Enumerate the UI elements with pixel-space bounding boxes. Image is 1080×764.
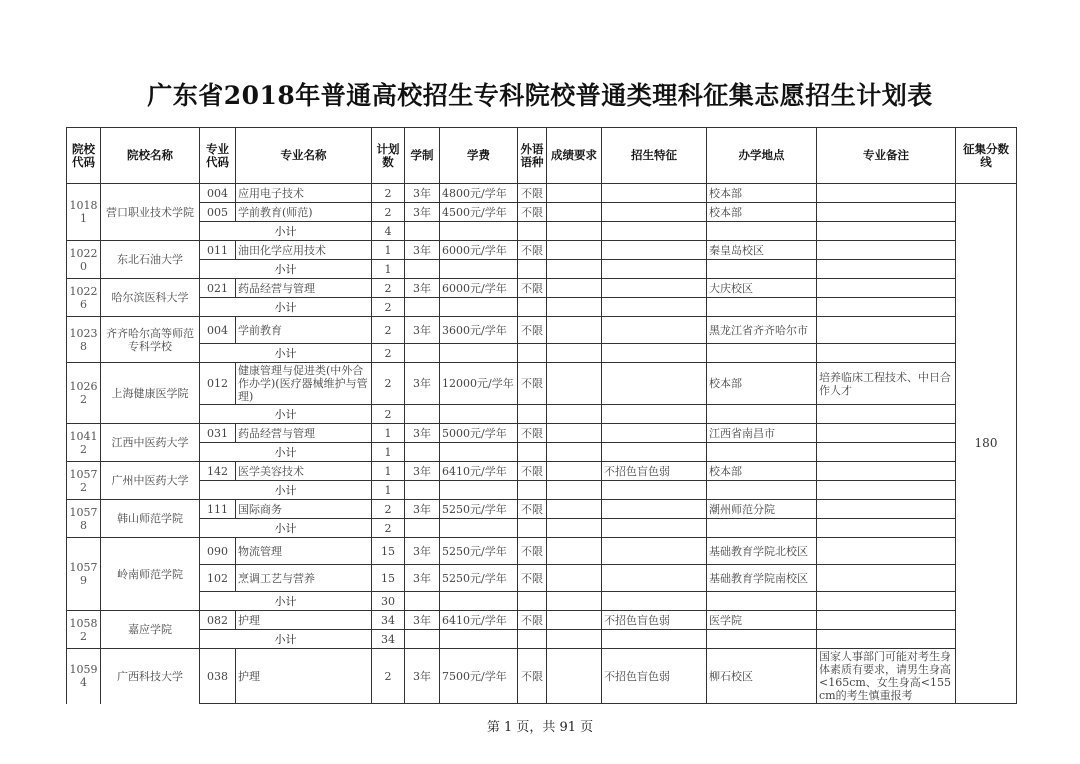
plan-count: 2 xyxy=(372,279,405,298)
empty-cell xyxy=(440,222,518,241)
empty-cell xyxy=(518,443,547,462)
major-note xyxy=(817,565,956,592)
empty-cell xyxy=(817,260,956,279)
tuition-fee: 5250元/学年 xyxy=(440,565,518,592)
empty-cell xyxy=(707,260,817,279)
study-years: 3年 xyxy=(405,203,440,222)
subtotal-label: 小计 xyxy=(200,260,372,279)
major-code: 004 xyxy=(200,184,236,203)
tuition-fee: 6000元/学年 xyxy=(440,241,518,260)
study-years: 3年 xyxy=(405,317,440,344)
empty-cell xyxy=(405,443,440,462)
empty-cell xyxy=(405,405,440,424)
empty-cell xyxy=(518,222,547,241)
subtotal-row xyxy=(67,344,1017,363)
subtotal-row xyxy=(67,481,1017,500)
foreign-language: 不限 xyxy=(518,241,547,260)
subtotal-label: 小计 xyxy=(200,405,372,424)
column-header: 学制 xyxy=(405,128,440,184)
tuition-fee: 6410元/学年 xyxy=(440,462,518,481)
subtotal-value: 2 xyxy=(372,344,405,363)
major-name: 护理 xyxy=(236,649,372,704)
tuition-fee: 5250元/学年 xyxy=(440,538,518,565)
empty-cell xyxy=(518,592,547,611)
subtotal-row xyxy=(67,630,1017,649)
major-name: 护理 xyxy=(236,611,372,630)
score-line: 180 xyxy=(956,184,1017,704)
empty-cell xyxy=(707,519,817,538)
plan-count: 1 xyxy=(372,241,405,260)
subtotal-row xyxy=(67,405,1017,424)
column-header: 专业代码 xyxy=(200,128,236,184)
school-code: 10578 xyxy=(67,500,101,538)
major-name: 物流管理 xyxy=(236,538,372,565)
plan-count: 2 xyxy=(372,500,405,519)
subtotal-label: 小计 xyxy=(200,519,372,538)
table-row xyxy=(67,611,1017,630)
plan-count: 2 xyxy=(372,184,405,203)
foreign-language: 不限 xyxy=(518,500,547,519)
score-requirement xyxy=(547,611,602,630)
subtotal-value: 4 xyxy=(372,222,405,241)
study-years: 3年 xyxy=(405,611,440,630)
school-code: 10181 xyxy=(67,184,101,241)
campus-location: 江西省南昌市 xyxy=(707,424,817,443)
admission-feature xyxy=(602,565,707,592)
admission-feature xyxy=(602,538,707,565)
major-name: 应用电子技术 xyxy=(236,184,372,203)
plan-count: 2 xyxy=(372,203,405,222)
empty-cell xyxy=(405,298,440,317)
table-row xyxy=(67,279,1017,298)
empty-cell xyxy=(602,519,707,538)
empty-cell xyxy=(817,592,956,611)
school-name: 哈尔滨医科大学 xyxy=(101,279,200,317)
subtotal-label: 小计 xyxy=(200,222,372,241)
tuition-fee: 7500元/学年 xyxy=(440,649,518,704)
subtotal-label: 小计 xyxy=(200,481,372,500)
table-row xyxy=(67,363,1017,405)
major-code: 090 xyxy=(200,538,236,565)
school-code: 10572 xyxy=(67,462,101,500)
campus-location: 校本部 xyxy=(707,184,817,203)
column-header: 院校名称 xyxy=(101,128,200,184)
major-note: 培养临床工程技术、中日合作人才 xyxy=(817,363,956,405)
major-code: 038 xyxy=(200,649,236,704)
empty-cell xyxy=(547,344,602,363)
major-code: 012 xyxy=(200,363,236,405)
empty-cell xyxy=(547,405,602,424)
empty-cell xyxy=(707,443,817,462)
major-code: 004 xyxy=(200,317,236,344)
empty-cell xyxy=(602,443,707,462)
admission-feature xyxy=(602,184,707,203)
major-code: 005 xyxy=(200,203,236,222)
plan-count: 1 xyxy=(372,424,405,443)
school-code: 10579 xyxy=(67,538,101,611)
score-requirement xyxy=(547,184,602,203)
empty-cell xyxy=(602,481,707,500)
score-requirement xyxy=(547,500,602,519)
major-code: 031 xyxy=(200,424,236,443)
empty-cell xyxy=(518,630,547,649)
empty-cell xyxy=(518,519,547,538)
admission-feature: 不招色盲色弱 xyxy=(602,462,707,481)
score-requirement xyxy=(547,317,602,344)
subtotal-row xyxy=(67,592,1017,611)
empty-cell xyxy=(817,298,956,317)
empty-cell xyxy=(440,344,518,363)
major-code: 142 xyxy=(200,462,236,481)
empty-cell xyxy=(817,481,956,500)
subtotal-value: 2 xyxy=(372,298,405,317)
empty-cell xyxy=(440,260,518,279)
table-row xyxy=(67,500,1017,519)
major-code: 021 xyxy=(200,279,236,298)
empty-cell xyxy=(547,260,602,279)
empty-cell xyxy=(440,443,518,462)
empty-cell xyxy=(547,592,602,611)
major-note xyxy=(817,184,956,203)
subtotal-value: 1 xyxy=(372,260,405,279)
empty-cell xyxy=(817,443,956,462)
empty-cell xyxy=(440,519,518,538)
page-footer: 第 1 页，共 91 页 xyxy=(486,720,594,735)
score-requirement xyxy=(547,241,602,260)
empty-cell xyxy=(602,344,707,363)
study-years: 3年 xyxy=(405,184,440,203)
empty-cell xyxy=(440,298,518,317)
major-code: 082 xyxy=(200,611,236,630)
empty-cell xyxy=(817,630,956,649)
table-row xyxy=(67,241,1017,260)
score-requirement xyxy=(547,462,602,481)
tuition-fee: 5250元/学年 xyxy=(440,500,518,519)
empty-cell xyxy=(602,630,707,649)
score-requirement xyxy=(547,649,602,704)
plan-count: 15 xyxy=(372,565,405,592)
foreign-language: 不限 xyxy=(518,203,547,222)
subtotal-value: 2 xyxy=(372,519,405,538)
empty-cell xyxy=(707,592,817,611)
empty-cell xyxy=(707,405,817,424)
school-code: 10594 xyxy=(67,649,101,704)
empty-cell xyxy=(518,481,547,500)
school-name: 韩山师范学院 xyxy=(101,500,200,538)
school-code: 10238 xyxy=(67,317,101,363)
empty-cell xyxy=(405,344,440,363)
study-years: 3年 xyxy=(405,363,440,405)
foreign-language: 不限 xyxy=(518,424,547,443)
admission-feature: 不招色盲色弱 xyxy=(602,649,707,704)
major-code: 011 xyxy=(200,241,236,260)
empty-cell xyxy=(518,405,547,424)
major-note xyxy=(817,317,956,344)
empty-cell xyxy=(707,298,817,317)
score-requirement xyxy=(547,203,602,222)
table-row xyxy=(67,317,1017,344)
tuition-fee: 5000元/学年 xyxy=(440,424,518,443)
foreign-language: 不限 xyxy=(518,565,547,592)
study-years: 3年 xyxy=(405,462,440,481)
empty-cell xyxy=(602,405,707,424)
major-note xyxy=(817,279,956,298)
empty-cell xyxy=(518,298,547,317)
campus-location: 秦皇岛校区 xyxy=(707,241,817,260)
header-row xyxy=(67,128,1017,184)
plan-count: 2 xyxy=(372,317,405,344)
campus-location: 柳石校区 xyxy=(707,649,817,704)
campus-location: 潮州师范分院 xyxy=(707,500,817,519)
admission-feature xyxy=(602,279,707,298)
study-years: 3年 xyxy=(405,538,440,565)
column-header: 外语语种 xyxy=(518,128,547,184)
empty-cell xyxy=(707,222,817,241)
tuition-fee: 6000元/学年 xyxy=(440,279,518,298)
empty-cell xyxy=(602,260,707,279)
subtotal-row xyxy=(67,519,1017,538)
column-header: 专业名称 xyxy=(236,128,372,184)
empty-cell xyxy=(817,405,956,424)
plan-count: 15 xyxy=(372,538,405,565)
empty-cell xyxy=(817,222,956,241)
major-name: 国际商务 xyxy=(236,500,372,519)
major-note xyxy=(817,462,956,481)
campus-location: 医学院 xyxy=(707,611,817,630)
empty-cell xyxy=(602,592,707,611)
empty-cell xyxy=(405,519,440,538)
subtotal-value: 34 xyxy=(372,630,405,649)
school-name: 嘉应学院 xyxy=(101,611,200,649)
empty-cell xyxy=(547,443,602,462)
study-years: 3年 xyxy=(405,500,440,519)
study-years: 3年 xyxy=(405,649,440,704)
score-requirement xyxy=(547,538,602,565)
empty-cell xyxy=(518,260,547,279)
empty-cell xyxy=(405,222,440,241)
major-name: 药品经营与管理 xyxy=(236,424,372,443)
column-header: 专业备注 xyxy=(817,128,956,184)
table-row xyxy=(67,184,1017,203)
school-name: 广州中医药大学 xyxy=(101,462,200,500)
tuition-fee: 6410元/学年 xyxy=(440,611,518,630)
tuition-fee: 4500元/学年 xyxy=(440,203,518,222)
empty-cell xyxy=(817,344,956,363)
column-header: 学费 xyxy=(440,128,518,184)
foreign-language: 不限 xyxy=(518,363,547,405)
empty-cell xyxy=(518,344,547,363)
school-name: 岭南师范学院 xyxy=(101,538,200,611)
empty-cell xyxy=(405,260,440,279)
campus-location: 大庆校区 xyxy=(707,279,817,298)
major-code: 102 xyxy=(200,565,236,592)
major-note xyxy=(817,203,956,222)
subtotal-row xyxy=(67,222,1017,241)
score-requirement xyxy=(547,363,602,405)
major-name: 药品经营与管理 xyxy=(236,279,372,298)
score-requirement xyxy=(547,565,602,592)
empty-cell xyxy=(547,630,602,649)
subtotal-value: 1 xyxy=(372,443,405,462)
school-code: 10220 xyxy=(67,241,101,279)
empty-cell xyxy=(405,481,440,500)
major-name: 烹调工艺与营养 xyxy=(236,565,372,592)
column-header: 办学地点 xyxy=(707,128,817,184)
school-name: 东北石油大学 xyxy=(101,241,200,279)
empty-cell xyxy=(817,519,956,538)
subtotal-label: 小计 xyxy=(200,298,372,317)
plan-count: 2 xyxy=(372,363,405,405)
major-note xyxy=(817,241,956,260)
empty-cell xyxy=(547,481,602,500)
subtotal-label: 小计 xyxy=(200,630,372,649)
subtotal-row xyxy=(67,260,1017,279)
document-title: 广东省2018年普通高校招生专科院校普通类理科征集志愿招生计划表 xyxy=(147,81,933,110)
plan-count: 1 xyxy=(372,462,405,481)
subtotal-value: 2 xyxy=(372,405,405,424)
empty-cell xyxy=(547,298,602,317)
major-note xyxy=(817,424,956,443)
table-row xyxy=(67,462,1017,481)
campus-location: 校本部 xyxy=(707,462,817,481)
major-note xyxy=(817,538,956,565)
study-years: 3年 xyxy=(405,241,440,260)
admission-feature xyxy=(602,317,707,344)
school-code: 10262 xyxy=(67,363,101,424)
school-name: 齐齐哈尔高等师范专科学校 xyxy=(101,317,200,363)
major-name: 油田化学应用技术 xyxy=(236,241,372,260)
admission-feature xyxy=(602,203,707,222)
table-body xyxy=(67,184,1017,704)
empty-cell xyxy=(602,222,707,241)
empty-cell xyxy=(440,592,518,611)
school-name: 上海健康医学院 xyxy=(101,363,200,424)
plan-count: 34 xyxy=(372,611,405,630)
table-row xyxy=(67,565,1017,592)
admission-feature: 不招色盲色弱 xyxy=(602,611,707,630)
foreign-language: 不限 xyxy=(518,538,547,565)
table-row xyxy=(67,649,1017,704)
empty-cell xyxy=(405,630,440,649)
subtotal-value: 30 xyxy=(372,592,405,611)
table-row xyxy=(67,203,1017,222)
enrollment-plan-table xyxy=(66,127,1017,704)
empty-cell xyxy=(707,630,817,649)
tuition-fee: 12000元/学年 xyxy=(440,363,518,405)
campus-location: 基础教育学院南校区 xyxy=(707,565,817,592)
foreign-language: 不限 xyxy=(518,279,547,298)
admission-feature xyxy=(602,500,707,519)
plan-count: 2 xyxy=(372,649,405,704)
subtotal-row xyxy=(67,443,1017,462)
column-header: 成绩要求 xyxy=(547,128,602,184)
major-note: 国家人事部门可能对考生身体素质有要求，请男生身高<165cm、女生身高<155cm的考生慎重报考 xyxy=(817,649,956,704)
school-code: 10226 xyxy=(67,279,101,317)
empty-cell xyxy=(602,298,707,317)
major-name: 医学美容技术 xyxy=(236,462,372,481)
campus-location: 校本部 xyxy=(707,203,817,222)
score-requirement xyxy=(547,279,602,298)
admission-feature xyxy=(602,363,707,405)
admission-feature xyxy=(602,241,707,260)
school-name: 广西科技大学 xyxy=(101,649,200,704)
major-code: 111 xyxy=(200,500,236,519)
foreign-language: 不限 xyxy=(518,184,547,203)
foreign-language: 不限 xyxy=(518,317,547,344)
subtotal-label: 小计 xyxy=(200,443,372,462)
empty-cell xyxy=(547,519,602,538)
foreign-language: 不限 xyxy=(518,611,547,630)
column-header: 院校代码 xyxy=(67,128,101,184)
empty-cell xyxy=(707,344,817,363)
major-name: 学前教育(师范) xyxy=(236,203,372,222)
empty-cell xyxy=(547,222,602,241)
school-code: 10412 xyxy=(67,424,101,462)
foreign-language: 不限 xyxy=(518,649,547,704)
empty-cell xyxy=(440,481,518,500)
table-row xyxy=(67,424,1017,443)
study-years: 3年 xyxy=(405,424,440,443)
column-header: 征集分数线 xyxy=(956,128,1017,184)
school-name: 营口职业技术学院 xyxy=(101,184,200,241)
score-requirement xyxy=(547,424,602,443)
column-header: 计划数 xyxy=(372,128,405,184)
empty-cell xyxy=(707,481,817,500)
tuition-fee: 4800元/学年 xyxy=(440,184,518,203)
campus-location: 校本部 xyxy=(707,363,817,405)
campus-location: 基础教育学院北校区 xyxy=(707,538,817,565)
foreign-language: 不限 xyxy=(518,462,547,481)
major-name: 健康管理与促进类(中外合作办学)(医疗器械维护与管理) xyxy=(236,363,372,405)
subtotal-label: 小计 xyxy=(200,344,372,363)
subtotal-row xyxy=(67,298,1017,317)
admission-feature xyxy=(602,424,707,443)
empty-cell xyxy=(440,630,518,649)
campus-location: 黑龙江省齐齐哈尔市 xyxy=(707,317,817,344)
tuition-fee: 3600元/学年 xyxy=(440,317,518,344)
subtotal-label: 小计 xyxy=(200,592,372,611)
school-code: 10582 xyxy=(67,611,101,649)
study-years: 3年 xyxy=(405,279,440,298)
column-header: 招生特征 xyxy=(602,128,707,184)
study-years: 3年 xyxy=(405,565,440,592)
major-note xyxy=(817,500,956,519)
major-note xyxy=(817,611,956,630)
major-name: 学前教育 xyxy=(236,317,372,344)
subtotal-value: 1 xyxy=(372,481,405,500)
table-row xyxy=(67,538,1017,565)
empty-cell xyxy=(440,405,518,424)
school-name: 江西中医药大学 xyxy=(101,424,200,462)
empty-cell xyxy=(405,592,440,611)
